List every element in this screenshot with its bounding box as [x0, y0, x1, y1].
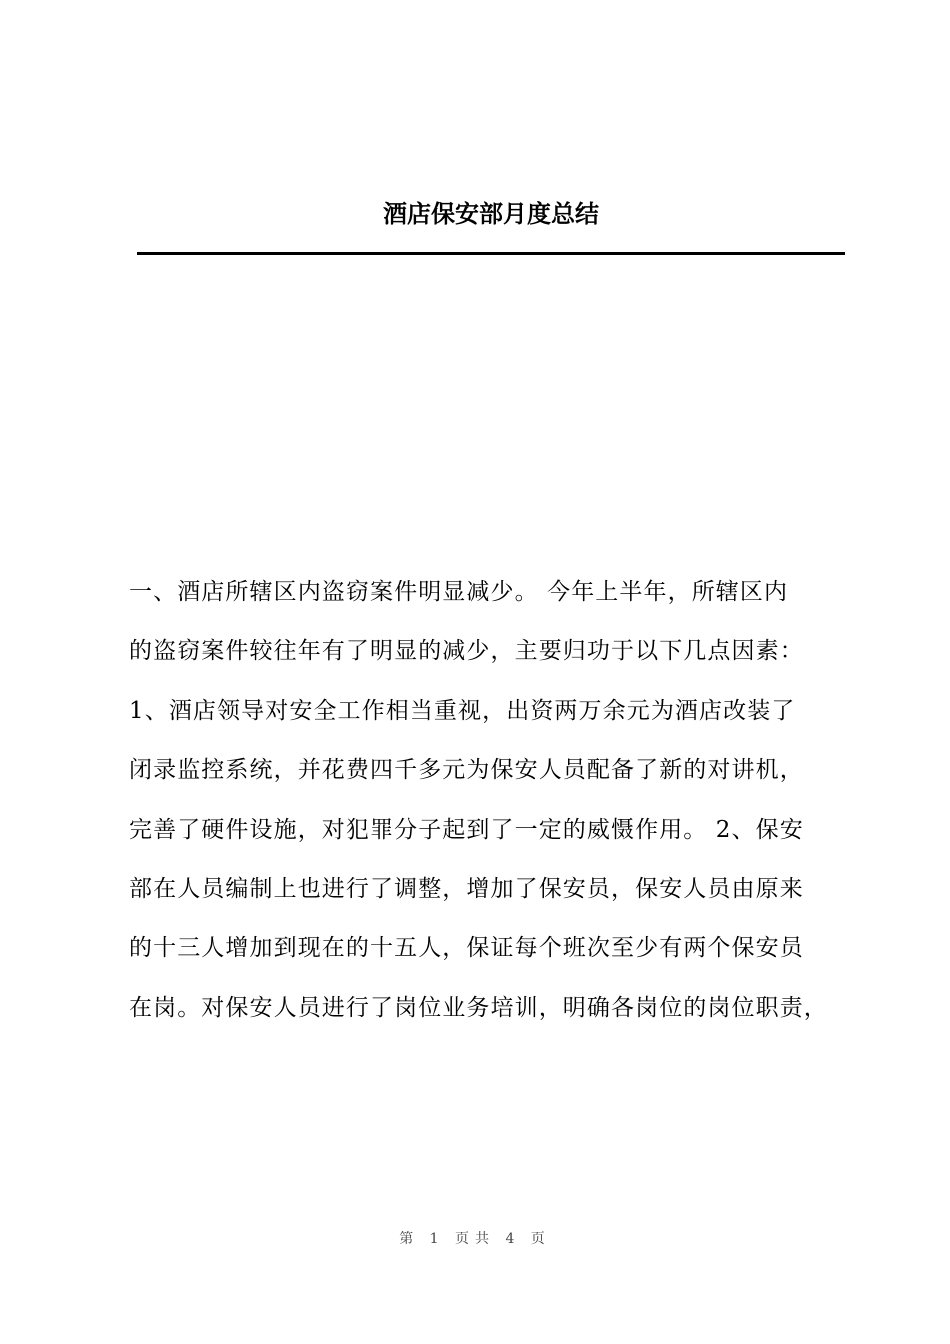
body-line: 部在人员编制上也进行了调整，增加了保安员，保安人员由原来 [129, 875, 804, 902]
body-line: 一、酒店所辖区内盗窃案件明显减少。 今年上半年，所辖区内 [129, 579, 789, 605]
body-line: 1、酒店领导对安全工作相当重视，出资两万余元为酒店改装了 [129, 697, 796, 724]
body-line: 在岗。对保安人员进行了岗位业务培训，明确各岗位的岗位职责， [129, 994, 828, 1021]
body-line: 闭录监控系统，并花费四千多元为保安人员配备了新的对讲机， [129, 757, 804, 784]
title-divider [137, 252, 845, 255]
body-line: 的盗窃案件较往年有了明显的减少，主要归功于以下几点因素： [129, 638, 804, 665]
document-body [129, 574, 859, 1049]
body-line: 的十三人增加到现在的十五人，保证每个班次至少有两个保安员 [129, 935, 804, 962]
body-line: 完善了硬件设施，对犯罪分子起到了一定的威慑作用。 2、保安 [129, 816, 804, 843]
document-title: 酒店保安部月度总结 [383, 200, 599, 228]
page-footer: 第 1 页共 4 页 [399, 1231, 551, 1247]
